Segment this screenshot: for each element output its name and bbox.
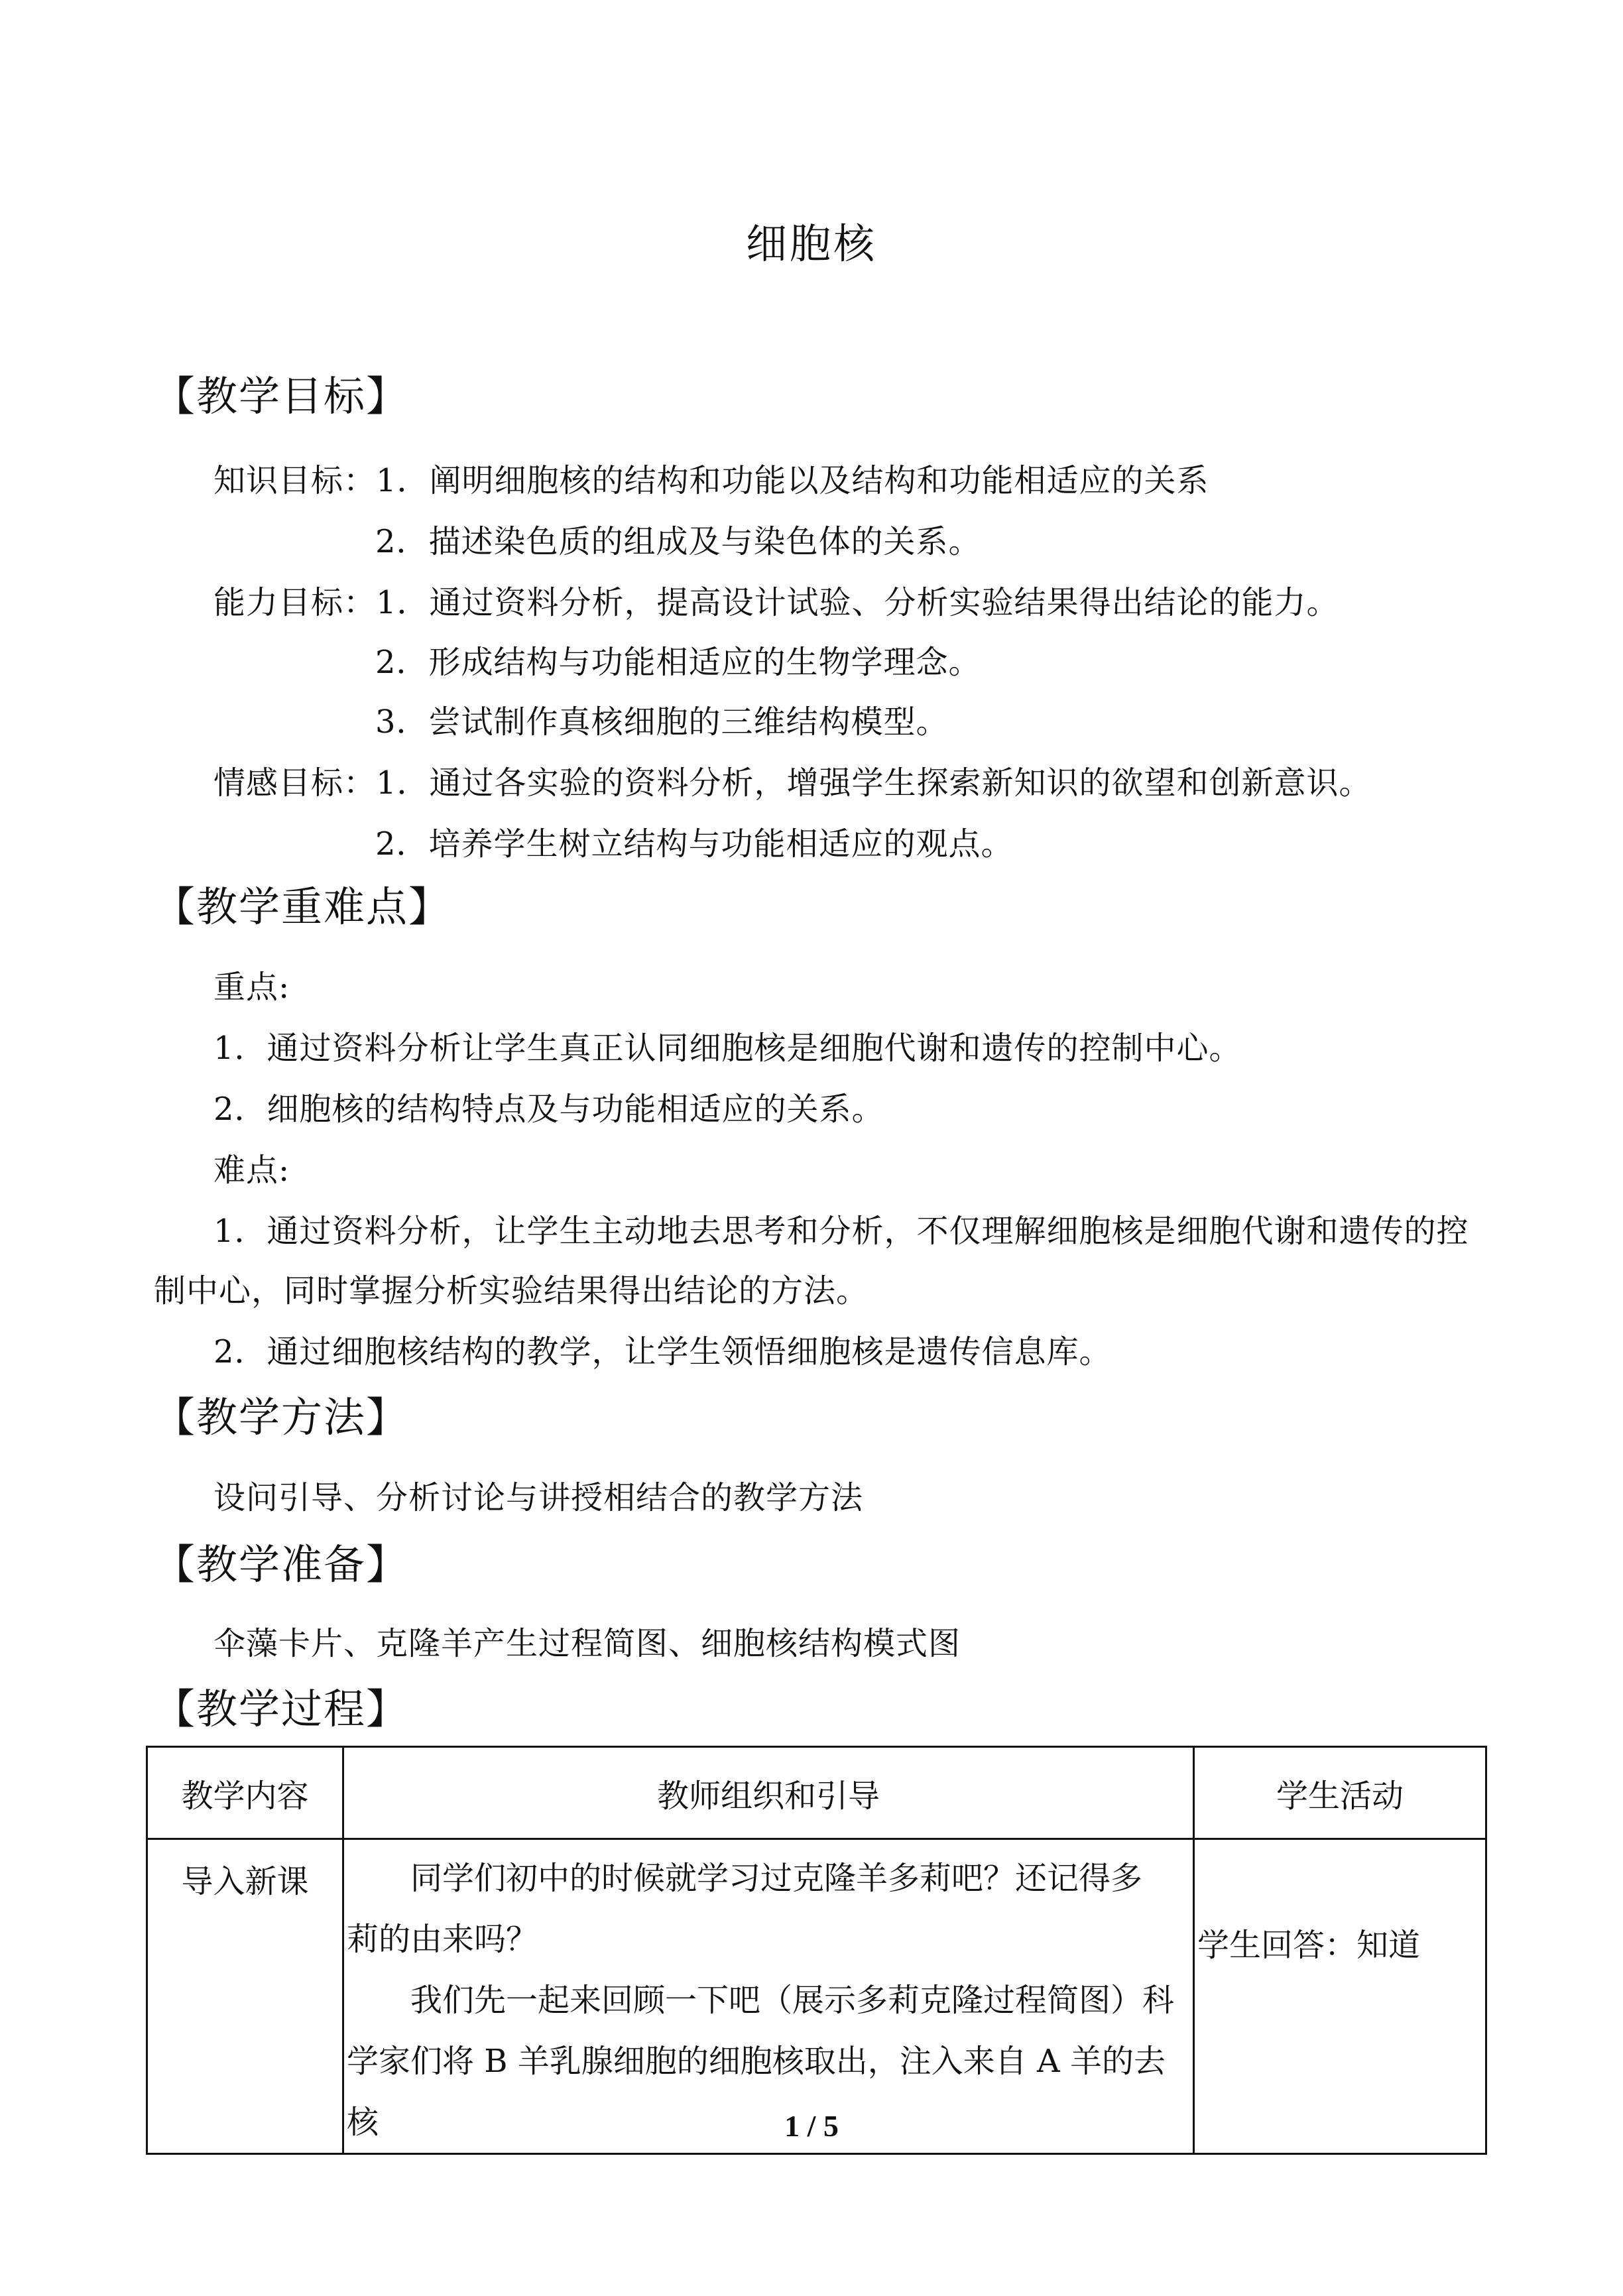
teacher-line: 莉的由来吗？ xyxy=(347,1921,538,1958)
emotion-goal-1: 情感目标：1．通过各实验的资料分析，增强学生探索新知识的欲望和创新意识。 xyxy=(213,764,1372,802)
knowledge-goal-2: 2．描述染色质的组成及与染色体的关系。 xyxy=(375,523,981,560)
section-heading-process: 【教学过程】 xyxy=(154,1685,409,1733)
difficulty-1-line-a: 1．通过资料分析，让学生主动地去思考和分析，不仅理解细胞核是细胞代谢和遗传的控 xyxy=(213,1213,1469,1250)
ability-goal-2: 2．形成结构与功能相适应的生物学理念。 xyxy=(375,644,981,681)
difficulty-1-line-b: 制中心，同时掌握分析实验结果得出结论的方法。 xyxy=(154,1272,869,1309)
header-content: 教学内容 xyxy=(147,1747,343,1839)
page-title: 细胞核 xyxy=(745,219,877,268)
section-heading-keypoints: 【教学重难点】 xyxy=(154,882,451,931)
key-label: 重点: xyxy=(213,969,290,1006)
section-heading-prep: 【教学准备】 xyxy=(154,1540,409,1589)
page-number: 1 / 5 xyxy=(784,2109,839,2143)
knowledge-goal-1: 知识目标：1．阐明细胞核的结构和功能以及结构和功能相适应的关系 xyxy=(213,462,1209,499)
key-point-1: 1．通过资料分析让学生真正认同细胞核是细胞代谢和遗传的控制中心。 xyxy=(213,1030,1242,1067)
emotion-goal-2: 2．培养学生树立结构与功能相适应的观点。 xyxy=(375,825,1014,863)
teacher-line: 学家们将 B 羊乳腺细胞的细胞核取出，注入来自 A 羊的去核 xyxy=(347,2043,1166,2141)
key-point-2: 2．细胞核的结构特点及与功能相适应的关系。 xyxy=(213,1091,884,1128)
header-teacher: 教师组织和引导 xyxy=(343,1747,1194,1839)
row-content-label: 导入新课 xyxy=(147,1839,343,2154)
table-row xyxy=(147,1839,1486,2154)
methods-text: 设问引导、分析讨论与讲授相结合的教学方法 xyxy=(213,1479,864,1516)
difficulty-label: 难点: xyxy=(213,1152,290,1189)
header-student: 学生活动 xyxy=(1194,1747,1486,1839)
table-header-row xyxy=(147,1747,1486,1839)
ability-goal-1: 能力目标：1．通过资料分析，提高设计试验、分析实验结果得出结论的能力。 xyxy=(213,584,1339,621)
ability-goal-3: 3．尝试制作真核细胞的三维结构模型。 xyxy=(375,703,949,741)
teacher-line: 同学们初中的时候就学习过克隆羊多莉吧？还记得多 xyxy=(347,1860,1143,1897)
row-student-activity: 学生回答：知道 xyxy=(1194,1839,1486,2154)
prep-text: 伞藻卡片、克隆羊产生过程简图、细胞核结构模式图 xyxy=(213,1625,961,1662)
process-table xyxy=(146,1746,1487,2155)
row-teacher-text xyxy=(343,1839,1194,2154)
section-heading-methods: 【教学方法】 xyxy=(154,1393,409,1441)
section-heading-goals: 【教学目标】 xyxy=(154,372,409,420)
difficulty-2: 2．通过细胞核结构的教学，让学生领悟细胞核是遗传信息库。 xyxy=(213,1333,1112,1370)
teacher-line: 我们先一起来回顾一下吧（展示多莉克隆过程简图）科 xyxy=(347,1982,1175,2019)
